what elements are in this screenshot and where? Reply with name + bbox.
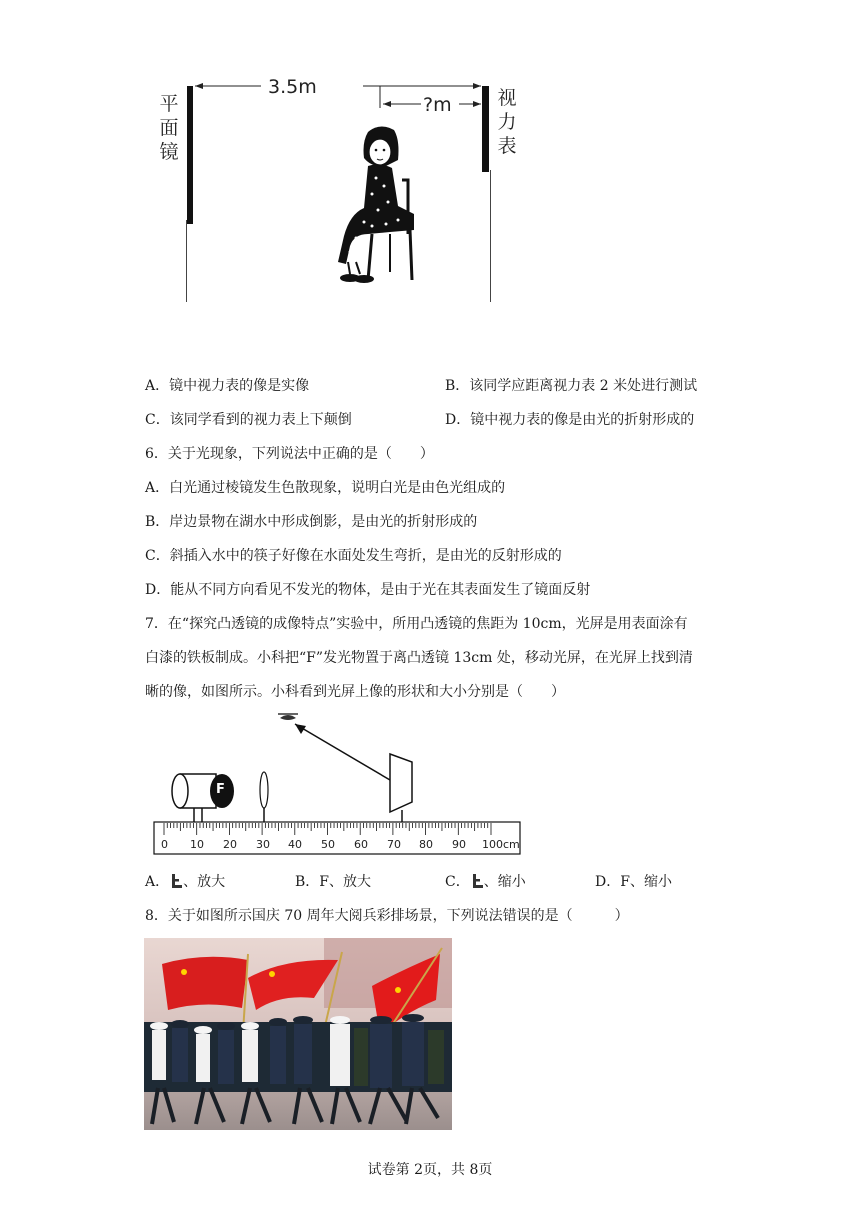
inverted-f-icon bbox=[470, 873, 484, 889]
q5-option-a: A．镜中视力表的像是实像 bbox=[145, 378, 310, 394]
mirror-label-char: 平 bbox=[159, 93, 179, 115]
ruler-tick-label: 40 bbox=[288, 838, 302, 851]
q7-stem-line2: 白漆的铁板制成。小科把“F”发光物置于离凸透镜 13cm 处，移动光屏，在光屏上找到清 bbox=[145, 650, 693, 666]
ruler-tick-label: 20 bbox=[223, 838, 237, 851]
eye-chart-label bbox=[496, 86, 518, 158]
parade-photo bbox=[144, 938, 452, 1130]
ruler-tick-label: 90 bbox=[452, 838, 466, 851]
q6-stem: 6．关于光现象，下列说法中正确的是（ ） bbox=[145, 446, 434, 462]
ruler-tick-label: 70 bbox=[387, 838, 401, 851]
mirror-label-char: 面 bbox=[159, 117, 179, 139]
q7-option-a bbox=[145, 872, 225, 892]
ruler-tick-label: 10 bbox=[190, 838, 204, 851]
q7-option-c bbox=[445, 872, 526, 892]
q7-option-d: D．F、缩小 bbox=[595, 874, 672, 890]
ruler-labels bbox=[150, 838, 530, 854]
q8-stem: 8．关于如图所示国庆 70 周年大阅兵彩排场景，下列说法错误的是（ ） bbox=[145, 908, 629, 924]
ruler-tick-label: 0 bbox=[161, 838, 168, 851]
mirror-label-char: 镜 bbox=[159, 141, 179, 163]
q6-option-b: B．岸边景物在湖水中形成倒影，是由光的折射形成的 bbox=[145, 514, 478, 530]
eye-chart-label-char: 力 bbox=[497, 111, 517, 133]
q7-option-a-suffix: 、放大 bbox=[183, 874, 226, 890]
ruler-tick-label: 60 bbox=[354, 838, 368, 851]
q5-option-d: D．镜中视力表的像是由光的折射形成的 bbox=[445, 412, 695, 428]
q5-option-c: C．该同学看到的视力表上下颠倒 bbox=[145, 412, 352, 428]
q6-option-a: A．白光通过棱镜发生色散现象，说明白光是由色光组成的 bbox=[145, 480, 506, 496]
q6-option-c: C．斜插入水中的筷子好像在水面处发生弯折，是由光的反射形成的 bbox=[145, 548, 562, 564]
chart-guide-line bbox=[490, 170, 491, 302]
q5-option-b: B．该同学应距离视力表 2 米处进行测试 bbox=[445, 378, 698, 394]
inverted-f-icon bbox=[169, 873, 183, 889]
q7-option-c-suffix: 、缩小 bbox=[483, 874, 526, 890]
eye-chart-label-char: 视 bbox=[497, 87, 517, 109]
q6-option-d: D．能从不同方向看见不发光的物体，是由于光在其表面发生了镜面反射 bbox=[145, 582, 591, 598]
seated-girl-illustration bbox=[328, 122, 428, 292]
ruler-tick-label: 50 bbox=[321, 838, 335, 851]
ruler-tick-label: 80 bbox=[419, 838, 433, 851]
ruler-tick-label: 100cm bbox=[482, 838, 520, 851]
q7-option-b: B．F、放大 bbox=[295, 874, 372, 890]
unknown-distance-label: ?m bbox=[423, 94, 452, 116]
source-letter-f: F bbox=[216, 782, 225, 797]
q7-stem-line3: 晰的像，如图所示。小科看到光屏上像的形状和大小分别是（ ） bbox=[145, 684, 565, 700]
eye-chart-label-char: 表 bbox=[497, 135, 517, 157]
q7-option-c-prefix: C． bbox=[445, 874, 470, 890]
eye-chart bbox=[482, 86, 489, 172]
lens-bench-figure bbox=[150, 710, 530, 860]
mirror-label bbox=[158, 92, 180, 164]
mirror-guide-line bbox=[186, 220, 187, 302]
q7-option-a-prefix: A． bbox=[145, 874, 170, 890]
q7-stem-line1: 7．在“探究凸透镜的成像特点”实验中，所用凸透镜的焦距为 10cm，光屏是用表面涂有 bbox=[145, 616, 688, 632]
page-footer: 试卷第 2页，共 8页 bbox=[367, 1162, 493, 1178]
ruler-tick-label: 30 bbox=[256, 838, 270, 851]
mirror-eyechart-figure bbox=[140, 70, 540, 310]
parade-photo-drawing bbox=[144, 938, 452, 1130]
total-distance-label: 3.5m bbox=[268, 76, 317, 98]
